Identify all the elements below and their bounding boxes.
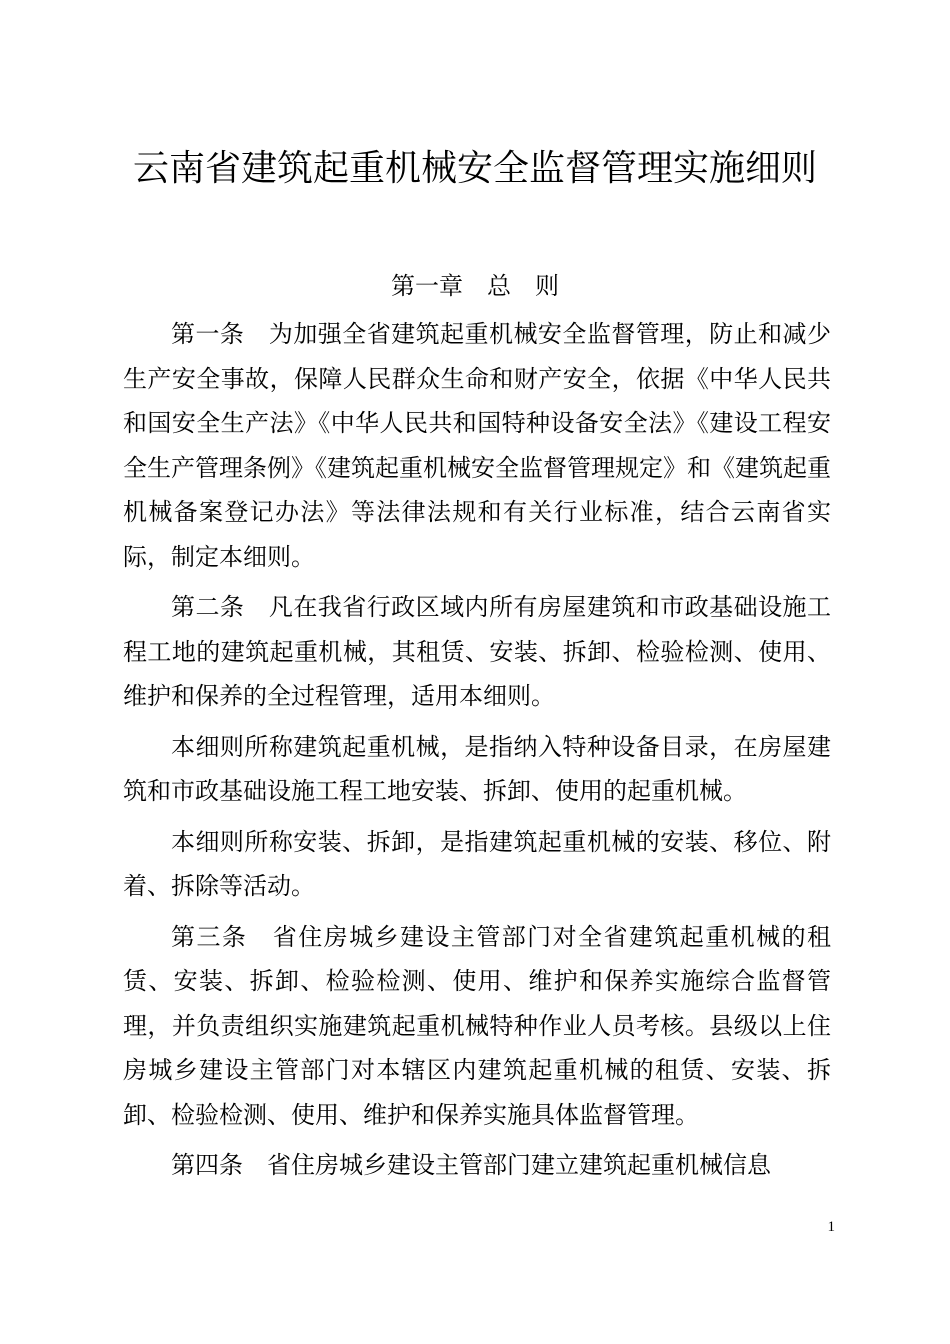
paragraph	[123, 820, 831, 909]
paragraph-text: 省住房城乡建设主管部门对全省建筑起重机械的租赁、安装、拆卸、检验检测、使用、维护和保养实施综合监督管理，并负责组织实施建筑起重机械特种作业人员考核。县级以上住房城乡建设主管部门对本辖区内建筑起重机械的租赁、安装、拆卸、检验检测、使用、维护和保养实施具体监督管理。	[123, 922, 832, 1129]
article-paragraph	[123, 585, 831, 719]
chapter-number: 第一章	[391, 272, 463, 300]
document-title: 云南省建筑起重机械安全监督管理实施细则	[132, 148, 817, 189]
paragraph-text: 本细则所称安装、拆卸，是指建筑起重机械的安装、移位、附着、拆除等活动。	[123, 827, 831, 900]
article-paragraph	[123, 915, 831, 1138]
article-number: 第一条	[171, 320, 245, 348]
paragraph-text: 为加强全省建筑起重机械安全监督管理，防止和减少生产安全事故，保障人民群众生命和财产安全，依据《中华人民共和国安全生产法》《中华人民共和国特种设备安全法》《建设工程安全生产管理条例》《建筑起重机械安全监督管理规定》和《建筑起重机械备案登记办法》等法律法规和有关行业标准，结合云南省实际，制定本细则。	[123, 320, 832, 571]
paragraph-text: 凡在我省行政区域内所有房屋建筑和市政基础设施工程工地的建筑起重机械，其租赁、安装、拆卸、检验检测、使用、维护和保养的全过程管理，适用本细则。	[123, 593, 832, 710]
article-number: 第三条	[171, 922, 248, 951]
document-body	[123, 312, 831, 1194]
chapter-name: 总 则	[487, 272, 559, 300]
page-number: 1	[827, 1219, 835, 1235]
paragraph	[123, 725, 831, 814]
paragraph-text: 本细则所称建筑起重机械，是指纳入特种设备目录，在房屋建筑和市政基础设施工程工地安装、拆卸、使用的起重机械。	[123, 732, 831, 805]
article-paragraph	[123, 1143, 831, 1188]
article-number: 第四条	[171, 1151, 243, 1179]
chapter-heading	[0, 262, 950, 310]
paragraph-text: 省住房城乡建设主管部门建立建筑起重机械信息	[267, 1151, 771, 1179]
article-paragraph	[123, 312, 831, 579]
article-number: 第二条	[171, 593, 245, 621]
